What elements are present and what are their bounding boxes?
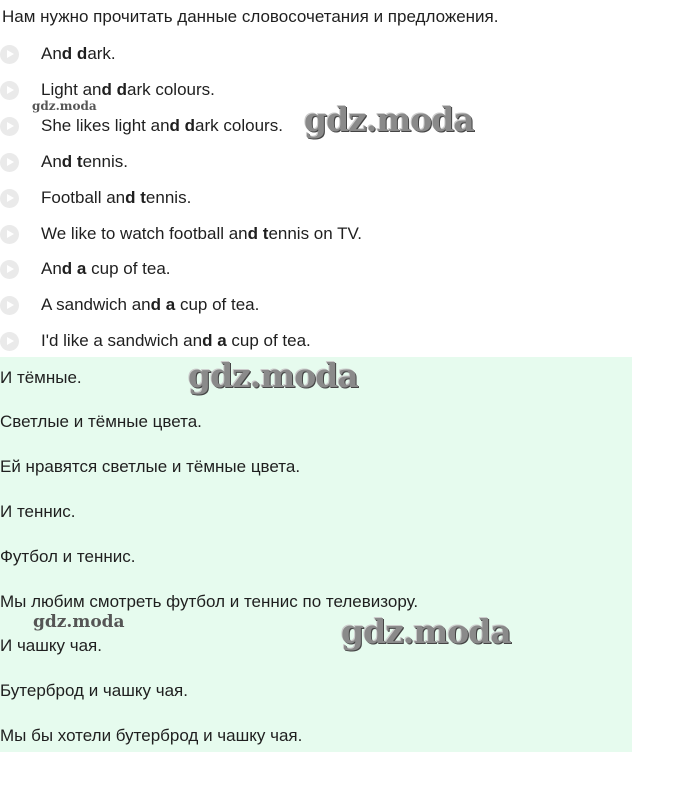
phrase-text: Football and tennis. (41, 188, 192, 207)
play-audio-icon[interactable] (0, 225, 19, 244)
translations-panel (0, 357, 632, 752)
play-audio-icon[interactable] (0, 296, 19, 315)
play-audio-icon[interactable] (0, 189, 19, 208)
watermark-small: gdz.moda (33, 612, 125, 632)
phrase-item (0, 150, 128, 174)
translation-line: И чашку чая. (0, 636, 102, 655)
phrase-text: I'd like a sandwich and a cup of tea. (41, 331, 311, 350)
play-audio-icon[interactable] (0, 153, 19, 172)
phrase-text: A sandwich and a cup of tea. (41, 295, 260, 314)
play-audio-icon[interactable] (0, 117, 19, 136)
translation-line: Футбол и теннис. (0, 547, 136, 566)
phrase-text: And dark. (41, 44, 116, 63)
play-audio-icon[interactable] (0, 81, 19, 100)
phrase-item (0, 222, 362, 246)
phrase-item (0, 42, 116, 66)
watermark-large: gdz.moda (188, 356, 358, 395)
translation-line: Мы бы хотели бутерброд и чашку чая. (0, 726, 303, 745)
play-audio-icon[interactable] (0, 260, 19, 279)
play-audio-icon[interactable] (0, 332, 19, 351)
translation-line: Бутерброд и чашку чая. (0, 681, 188, 700)
play-audio-icon[interactable] (0, 45, 19, 64)
translation-line: Светлые и тёмные цвета. (0, 412, 202, 431)
translation-line: И тёмные. (0, 368, 82, 387)
phrase-item (0, 257, 171, 281)
watermark-small: gdz.moda (32, 99, 97, 113)
phrase-text: And tennis. (41, 152, 128, 171)
phrase-item (0, 329, 311, 353)
watermark-large: gdz.moda (304, 100, 474, 139)
phrase-text: And a cup of tea. (41, 259, 171, 278)
phrase-item (0, 114, 283, 138)
translation-line: Ей нравятся светлые и тёмные цвета. (0, 457, 301, 476)
phrase-item (0, 186, 191, 210)
instruction-text: Нам нужно прочитать данные словосочетания и предложения. (2, 7, 499, 26)
phrase-text: Light and dark colours. (41, 80, 215, 99)
phrase-text: She likes light and dark colours. (41, 116, 283, 135)
phrase-text: We like to watch football and tennis on TV. (41, 224, 363, 243)
phrase-item (0, 293, 259, 317)
translation-line: Мы любим смотреть футбол и теннис по телевизору. (0, 592, 419, 611)
translation-line: И теннис. (0, 502, 76, 521)
watermark-large: gdz.moda (341, 612, 511, 651)
